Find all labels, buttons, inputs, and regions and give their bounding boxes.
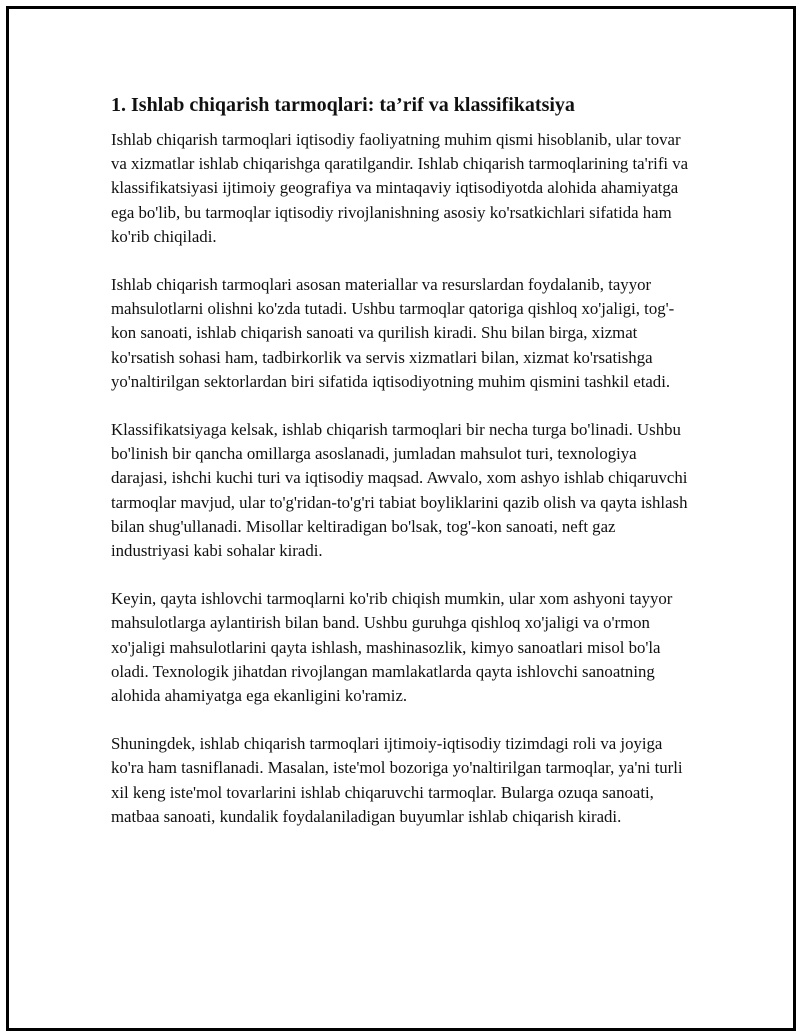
paragraph-definition: Ishlab chiqarish tarmoqlari iqtisodiy faoliyatning muhim qismi hisoblanib, ular tovar va xizmatlar ishlab chiqarishga qaratilgandir. Ishlab chiqarish tarmoqlarining ta'rifi va klassifikatsiyasi ijtimoiy geografiya va mintaqaviy iqtisodiyotda alohida ahamiyatga ega bo'lib, bu tarmoqlar iqtisodiy rivojlanishning asosiy ko'rsatkichlari sifatida ham ko'rib chiqiladi.	[111, 130, 689, 246]
document-body	[111, 88, 691, 853]
paragraph-processing: Keyin, qayta ishlovchi tarmoqlarni ko'rib chiqish mumkin, ular xom ashyoni tayyor mahsulotlarga aylantirish bilan band. Ushbu guruhga qishloq xo'jaligi va o'rmon xo'jaligi mahsulotlarini qayta ishlash, mashinasozlik, kimyo sanoatlari misol bo'la oladi. Texnologik jihatdan rivojlangan mamlakatlarda qayta ishlovchi sanoatning alohida ahamiyatga ega ekanligini ko'ramiz.	[111, 589, 673, 706]
paragraph-social-role: Shuningdek, ishlab chiqarish tarmoqlari ijtimoiy-iqtisodiy tizimdagi roli va joyiga ko'ra ham tasniflanadi. Masalan, iste'mol bozoriga yo'naltirilgan tarmoqlar, ya'ni turli xil keng iste'mol tovarlarini ishlab chiqaruvchi tarmoqlar. Bularga ozuqa sanoati, matbaa sanoati, kundalik foydalaniladigan buyumlar ishlab chiqarish kiradi.	[111, 734, 683, 826]
document-title: 1. Ishlab chiqarish tarmoqlari: ta’rif va klassifikatsiya	[111, 94, 575, 116]
paragraph-resources: Ishlab chiqarish tarmoqlari asosan materiallar va resurslardan foydalanib, tayyor mahsulotlarni olishni ko'zda tutadi. Ushbu tarmoqlar qatoriga qishloq xo'jaligi, tog'-kon sanoati, ishlab chiqarish sanoati va qurilish kiradi. Shu bilan birga, xizmat ko'rsatish sohasi ham, tadbirkorlik va servis xizmatlari bilan, xizmat ko'rsatishga yo'naltirilgan sektorlardan biri sifatida iqtisodiyotning muhim qismini tashkil etadi.	[111, 275, 675, 391]
paragraph-classification: Klassifikatsiyaga kelsak, ishlab chiqarish tarmoqlari bir necha turga bo'linadi. Ushbu bo'linish bir qancha omillarga asoslanadi, jumladan mahsulot turi, texnologiya darajasi, ishchi kuchi turi va iqtisodiy maqsad. Awvalo, xom ashyo ishlab chiqaruvchi tarmoqlar mavjud, ular to'g'ridan-to'g'ri tabiat boyliklarini qazib olish va qayta ishlash bilan shug'ullanadi. Misollar keltiradigan bo'lsak, tog'-kon sanoati, neft gaz industriyasi kabi sohalar kiradi.	[111, 420, 688, 561]
